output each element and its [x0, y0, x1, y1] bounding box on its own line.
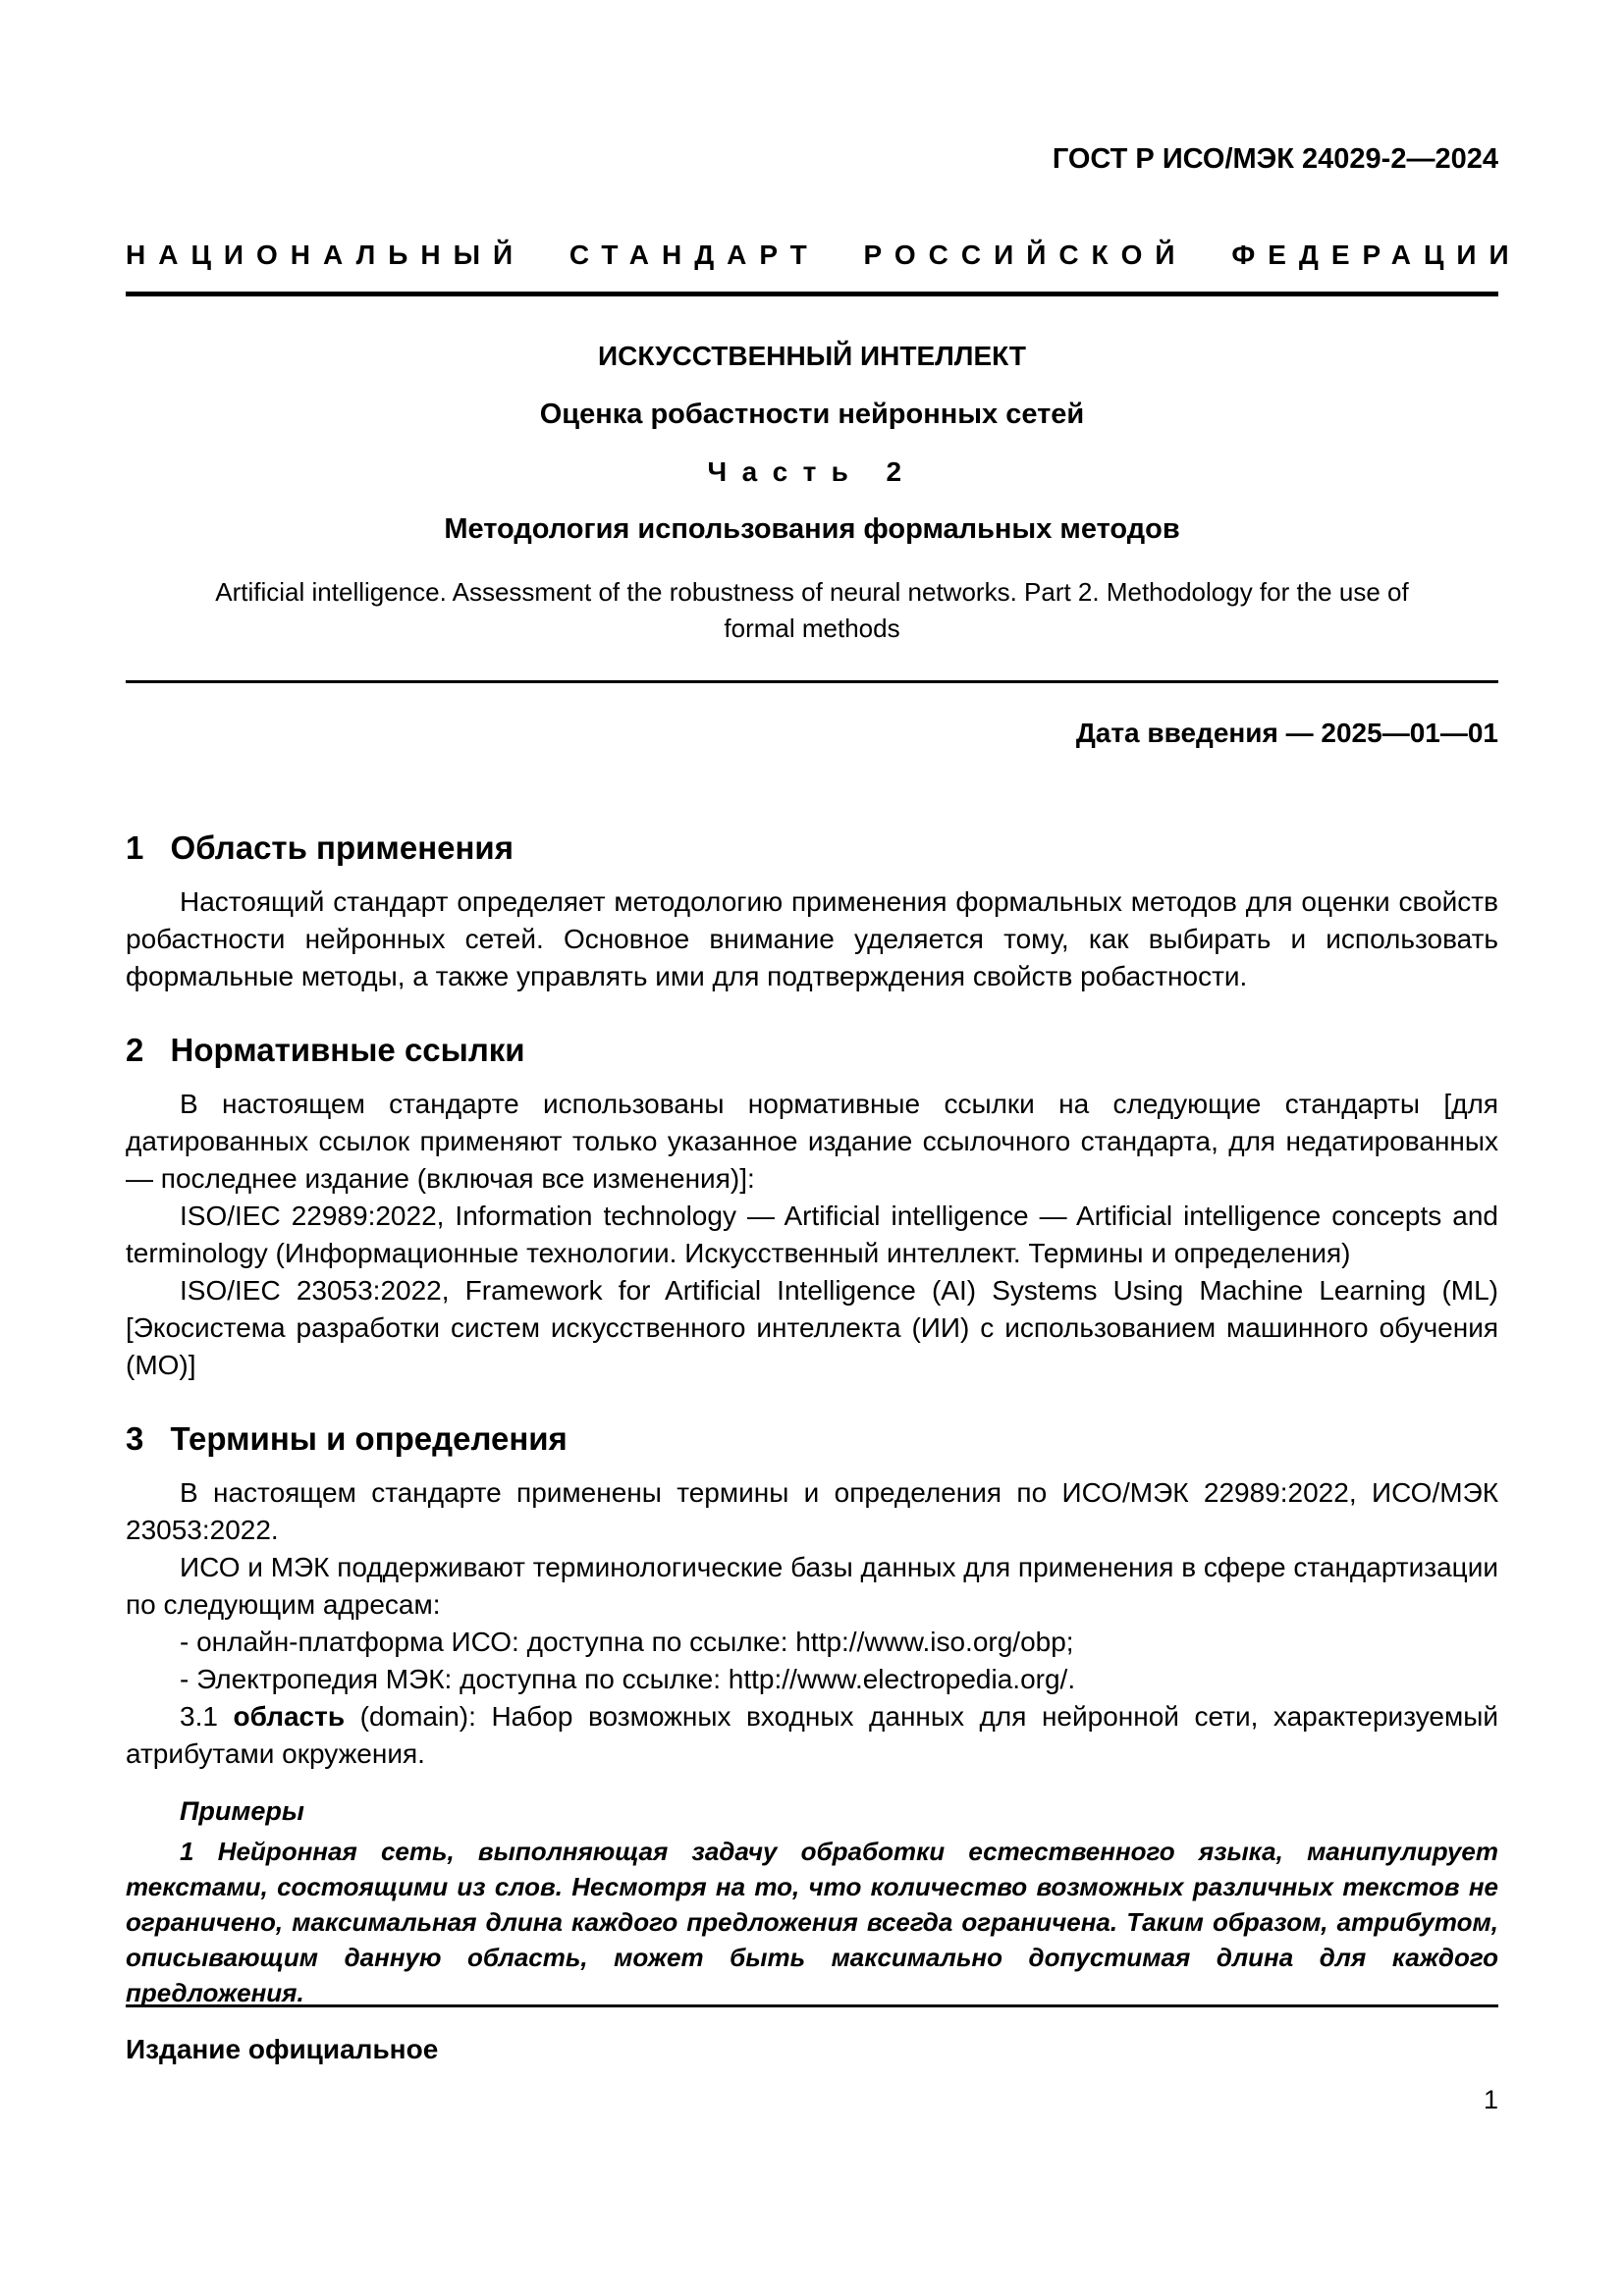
section-2-heading [126, 1031, 1498, 1070]
section-2-title: Нормативные ссылки [170, 1032, 525, 1068]
reference-iso-23053: ISO/IEC 23053:2022, Framework for Artificial Intelligence (AI) Systems Using Machine Learning (ML) [Экосистема разработки систем искусственного интеллекта (ИИ) с использованием машинного обучения (МО)] [126, 1275, 1498, 1380]
examples-block [126, 1794, 1498, 2010]
term-definition [126, 1698, 1498, 1773]
title-subject: ИСКУССТВЕННЫЙ ИНТЕЛЛЕКТ [597, 341, 1027, 371]
header-rule [126, 239, 1522, 296]
page-number: 1 [1483, 2085, 1498, 2114]
standard-banner: НАЦИОНАЛЬНЫЙ СТАНДАРТ РОССИЙСКОЙ ФЕДЕРАЦИИ [126, 240, 1522, 270]
list-item-iec-electropedia: - Электропедия МЭК: доступна по ссылке: http://www.electropedia.org/. [180, 1664, 1076, 1694]
page-footer [126, 2004, 1498, 2115]
part-label: Часть 2 [707, 456, 917, 487]
doc-number: ГОСТ Р ИСО/МЭК 24029-2—2024 [1052, 143, 1498, 175]
title-english: Artificial intelligence. Assessment of the robustness of neural networks. Part 2. Methodology for the use of formal methods [215, 577, 1409, 643]
term-number: 3.1 [180, 1701, 218, 1732]
effective-date: Дата введения — 2025—01—01 [1075, 718, 1498, 748]
databases-intro: ИСО и МЭК поддерживают терминологические базы данных для применения в сфере стандартизации по следующим адресам: [126, 1552, 1498, 1620]
section-3-number: 3 [126, 1420, 144, 1457]
reference-iso-22989: ISO/IEC 22989:2022, Information technology — Artificial intelligence — Artificial intelligence concepts and terminology (Информационные технологии. Искусственный интеллект. Термины и определения) [126, 1201, 1498, 1268]
title-rule [126, 680, 1498, 683]
section-1-number: 1 [126, 829, 144, 866]
terms-intro: В настоящем стандарте применены термины и определения по ИСО/МЭК 22989:2022, ИСО/МЭК 23053:2022. [126, 1477, 1498, 1545]
example-1: 1 Нейронная сеть, выполняющая задачу обработки естественного языка, манипулирует текстами, состоящими из слов. Несмотря на то, что количество возможных различных текстов не ограничено, максимальная длина каждого предложения всегда ограничена. Таким образом, атрибутом, описывающим данную область, может быть максимально допустимая длина для каждого предложения. [126, 1837, 1498, 2007]
section-3-title: Термины и определения [170, 1420, 568, 1457]
edition-note: Издание официальное [126, 2034, 439, 2064]
section-3-heading [126, 1419, 1498, 1459]
footer-rule [126, 2004, 1498, 2007]
section-1-paragraph: Настоящий стандарт определяет методологию применения формальных методов для оценки свойств робастности нейронных сетей. Основное внимание уделяется тому, как выбирать и использовать формальные методы, а также управлять ими для подтверждения свойств робастности. [126, 886, 1498, 991]
term-text: (domain): Набор возможных входных данных для нейронной сети, характеризуемый атрибутами окружения. [126, 1701, 1498, 1769]
section-1-heading [126, 828, 1498, 868]
list-item-iso-obp: - онлайн-платформа ИСО: доступна по ссылке: http://www.iso.org/obp; [180, 1627, 1074, 1657]
term-label: область [233, 1701, 346, 1732]
section-2-paragraph: В настоящем стандарте использованы нормативные ссылки на следующие стандарты [для датированных ссылок применяют только указанное издание ссылочного стандарта, для недатированных — последнее издание (включая все изменения)]: [126, 1089, 1498, 1194]
section-2-number: 2 [126, 1032, 144, 1068]
section-1-title: Область применения [170, 829, 514, 866]
title-block [126, 340, 1498, 647]
examples-label: Примеры [180, 1796, 304, 1826]
title-subtitle: Оценка робастности нейронных сетей [539, 399, 1085, 430]
part-title: Методология использования формальных методов [444, 513, 1180, 545]
